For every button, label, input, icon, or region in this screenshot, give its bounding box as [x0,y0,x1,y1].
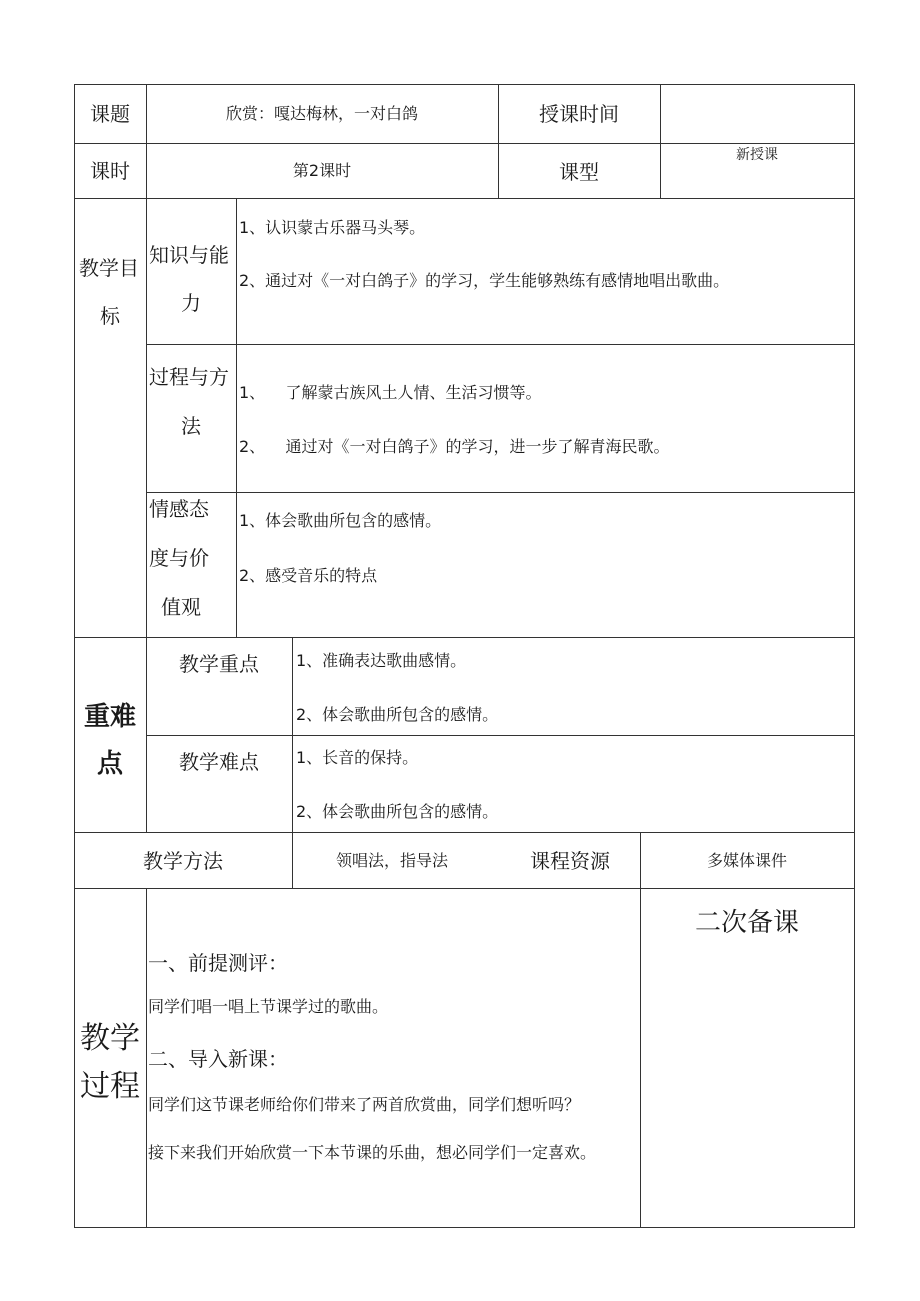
difficulty-label: 教学难点 [179,750,259,774]
process-label: 法 [181,414,201,438]
keypoints-label: 重难 [84,702,137,732]
grid-line [74,832,855,833]
difficulty-item: 2、体会歌曲所包含的感情。 [296,802,499,821]
grid-line [74,84,855,85]
process-section-label: 教学 [80,1021,140,1056]
objectives-label: 教学目 [79,256,139,280]
type-label: 课型 [559,160,599,184]
emotion-item: 2、感受音乐的特点 [239,566,378,585]
keypoints-label: 点 [97,749,124,779]
second-prep-title: 二次备课 [694,908,799,938]
paragraph: 接下来我们开始欣赏一下本节课的乐曲，想必同学们一定喜欢。 [148,1143,597,1162]
period-value: 第2课时 [292,161,352,180]
difficulty-item: 1、长音的保持。 [296,748,419,767]
process-item: 2、 通过对《一对白鸽子》的学习，进一步了解青海民歌。 [239,437,670,456]
grid-line [146,735,855,736]
emotion-label: 度与价 [149,546,209,570]
focus-item: 2、体会歌曲所包含的感情。 [296,705,499,724]
topic-label: 课题 [90,102,130,126]
emotion-item: 1、体会歌曲所包含的感情。 [239,511,442,530]
grid-line [74,84,75,1228]
grid-line [146,84,147,199]
grid-line [292,637,293,833]
resource-value: 多媒体课件 [706,851,787,870]
emotion-label: 情感态 [149,497,209,521]
section-heading: 二、导入新课： [148,1047,288,1071]
focus-label: 教学重点 [179,652,259,676]
grid-line [660,84,661,199]
period-label: 课时 [90,159,130,183]
grid-line [146,198,147,638]
methods-label: 教学方法 [143,849,223,873]
knowledge-label: 知识与能 [149,243,229,267]
emotion-label: 值观 [161,595,201,619]
grid-line [292,832,293,889]
grid-line [146,888,147,1228]
time-label: 授课时间 [539,102,619,126]
paragraph: 同学们唱一唱上节课学过的歌曲。 [148,997,389,1016]
process-label: 过程与方 [149,365,229,389]
grid-line [146,492,855,493]
grid-line [74,888,855,889]
grid-line [236,198,237,638]
type-value: 新授课 [736,147,778,163]
topic-value: 欣赏：嘎达梅林，一对白鸽 [225,104,418,123]
knowledge-item: 2、通过对《一对白鸽子》的学习，学生能够熟练有感情地唱出歌曲。 [239,271,730,290]
process-item: 1、 了解蒙古族风土人情、生活习惯等。 [239,383,542,402]
grid-line [74,637,855,638]
knowledge-item: 1、认识蒙古乐器马头琴。 [239,218,426,237]
process-section-label: 过程 [80,1069,140,1104]
grid-line [74,143,855,144]
section-heading: 一、前提测评： [148,951,288,975]
grid-line [74,198,855,199]
focus-item: 1、准确表达歌曲感情。 [296,651,467,670]
paragraph: 同学们这节课老师给你们带来了两首欣赏曲，同学们想听吗？ [148,1095,581,1114]
grid-line [74,1227,855,1228]
objectives-label: 标 [100,304,120,328]
grid-line [640,888,641,1228]
grid-line [854,84,855,1228]
resource-label: 课程资源 [530,849,610,873]
methods-value: 领唱法，指导法 [336,851,449,870]
grid-line [146,344,855,345]
knowledge-label: 力 [181,291,201,315]
